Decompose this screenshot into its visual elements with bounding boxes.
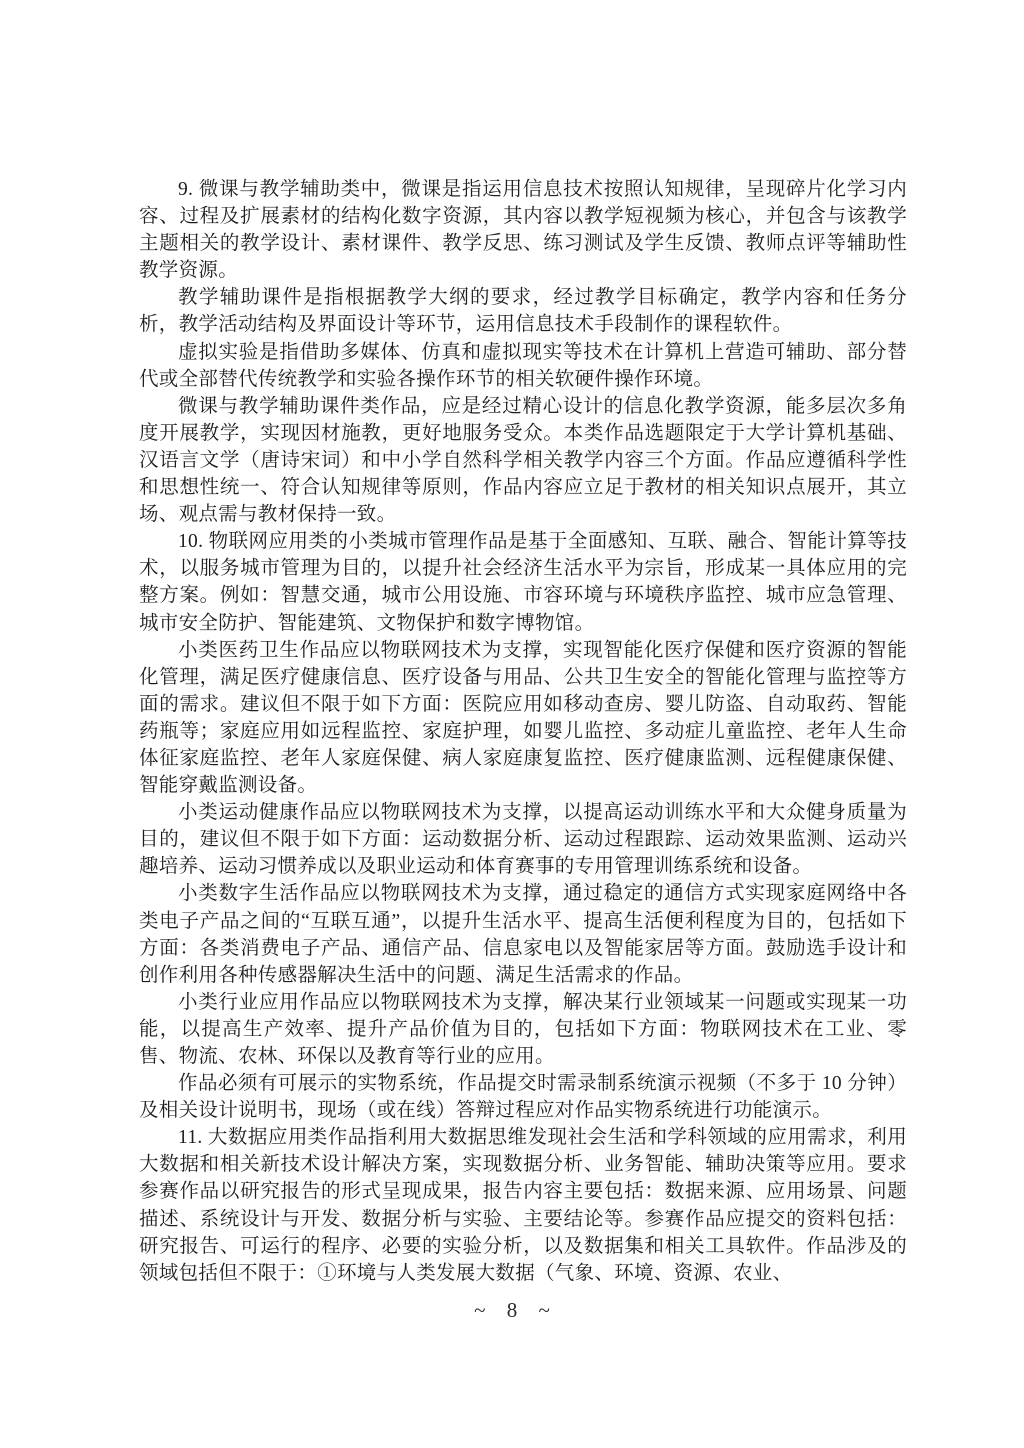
paragraph-virtual-experiment-definition: 虚拟实验是指借助多媒体、仿真和虚拟现实等技术在计算机上营造可辅助、部分替代或全部替代传统教学和实验各操作环节的相关软硬件操作环境。 bbox=[139, 341, 907, 390]
page-number: ~ 8 ~ bbox=[474, 1298, 550, 1322]
paragraph-iot-sports-health: 小类运动健康作品应以物联网技术为支撑，以提高运动训练水平和大众健身质量为目的，建议但不限于如下方面：运动数据分析、运动过程跟踪、运动效果监测、运动兴趣培养、运动习惯养成以及职业运动和体育赛事的专用管理训练系统和设备。 bbox=[139, 802, 907, 878]
paragraph-iot-industry-application: 小类行业应用作品应以物联网技术为支撑，解决某行业领域某一问题或实现某一功能，以提高生产效率、提升产品价值为目的，包括如下方面：物联网技术在工业、零售、物流、农林、环保以及教育等行业的应用。 bbox=[139, 991, 907, 1067]
paragraph-10-iot-city-management: 10. 物联网应用类的小类城市管理作品是基于全面感知、互联、融合、智能计算等技术，以服务城市管理为目的，以提升社会经济生活水平为宗旨，形成某一具体应用的完整方案。例如：智慧交通，城市公用设施、市容环境与环境秩序监控、城市应急管理、城市安全防护、智能建筑、文物保护和数字博物馆。 bbox=[139, 531, 907, 634]
paragraph-11-bigdata-application: 11. 大数据应用类作品指利用大数据思维发现社会生活和学科领域的应用需求，利用大数据和相关新技术设计解决方案，实现数据分析、业务智能、辅助决策等应用。要求参赛作品以研究报告的形式呈现成果，报告内容主要包括：数据来源、应用场景、问题描述、系统设计与开发、数据分析与实验、主要结论等。参赛作品应提交的资料包括：研究报告、可运行的程序、必要的实验分析，以及数据集和相关工具软件。作品涉及的领域包括但不限于：①环境与人类发展大数据（气象、环境、资源、农业、 bbox=[139, 1127, 907, 1284]
paragraph-teaching-courseware-definition: 教学辅助课件是指根据教学大纲的要求，经过教学目标确定，教学内容和任务分析，教学活动结构及界面设计等环节，运用信息技术手段制作的课程软件。 bbox=[139, 287, 907, 336]
document-body bbox=[139, 176, 907, 1287]
paragraph-iot-medical-health: 小类医药卫生作品应以物联网技术为支撑，实现智能化医疗保健和医疗资源的智能化管理，满足医疗健康信息、医疗设备与用品、公共卫生安全的智能化管理与监控等方面的需求。建议但不限于如下方面：医院应用如移动查房、婴儿防盗、自动取药、智能药瓶等；家庭应用如远程监控、家庭护理，如婴儿监控、多动症儿童监控、老年人生命体征家庭监控、老年人家庭保健、病人家庭康复监控、医疗健康监测、远程健康保健、智能穿戴监测设备。 bbox=[139, 639, 907, 797]
paragraph-iot-digital-life: 小类数字生活作品应以物联网技术为支撑，通过稳定的通信方式实现家庭网络中各类电子产品之间的“互联互通”，以提升生活水平、提高生活便利程度为目的，包括如下方面：各类消费电子产品、通信产品、信息家电以及智能家居等方面。鼓励选手设计和创作利用各种传感器解决生活中的问题、满足生活需求的作品。 bbox=[139, 883, 907, 986]
paragraph-microcourse-requirements: 微课与教学辅助课件类作品，应是经过精心设计的信息化教学资源，能多层次多角度开展教学，实现因材施教，更好地服务受众。本类作品选题限定于大学计算机基础、汉语言文学（唐诗宋词）和中小学自然科学相关教学内容三个方面。作品应遵循科学性和思想性统一、符合认知规律等原则，作品内容应立足于教材的相关知识点展开，其立场、观点需与教材保持一致。 bbox=[139, 395, 907, 526]
paragraph-9-microcourse-definition: 9. 微课与教学辅助类中，微课是指运用信息技术按照认知规律，呈现碎片化学习内容、过程及扩展素材的结构化数字资源，其内容以教学短视频为核心，并包含与该教学主题相关的教学设计、素材课件、教学反思、练习测试及学生反馈、教师点评等辅助性教学资源。 bbox=[139, 179, 907, 282]
paragraph-iot-submission-requirements: 作品必须有可展示的实物系统，作品提交时需录制系统演示视频（不多于 10 分钟）及相关设计说明书，现场（或在线）答辩过程应对作品实物系统进行功能演示。 bbox=[139, 1073, 907, 1122]
